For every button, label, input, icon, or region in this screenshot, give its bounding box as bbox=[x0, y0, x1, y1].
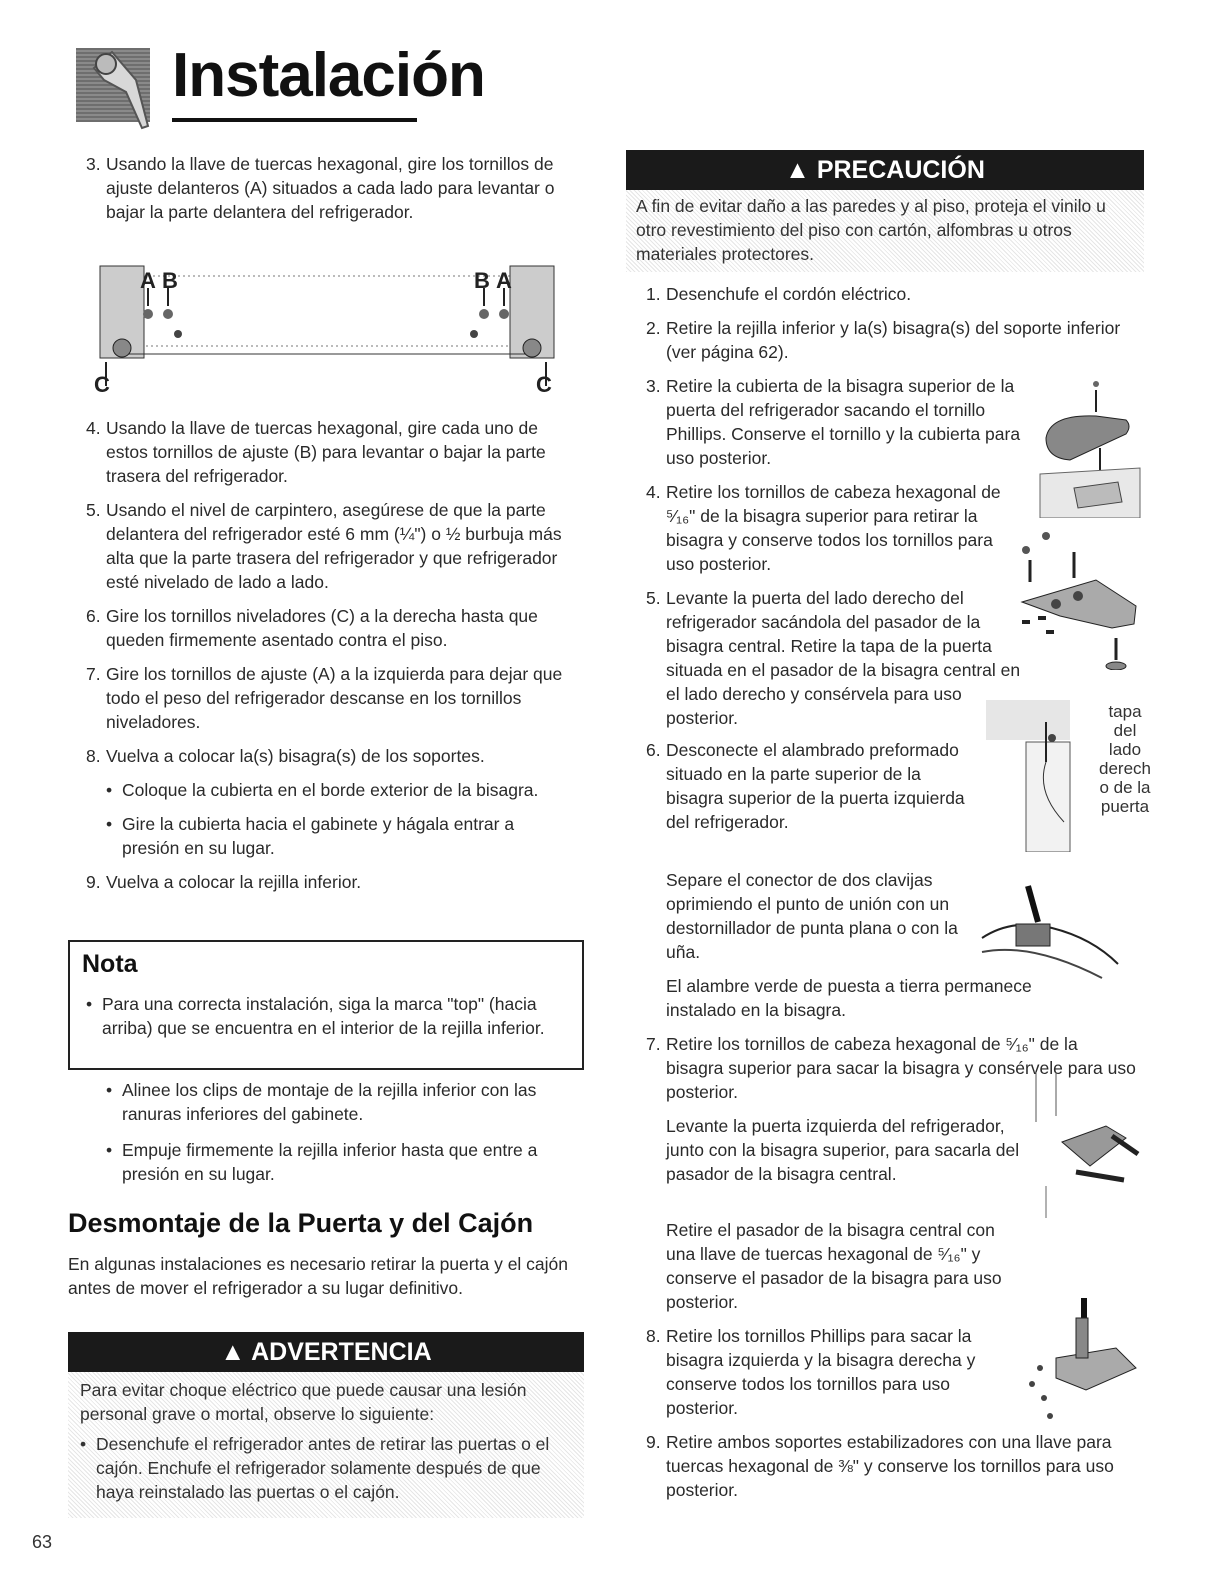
page-title: Instalación bbox=[172, 41, 485, 110]
step-item: 2. Retire la rejilla inferior y la(s) bisagra(s) del soporte inferior (ver página 62). bbox=[646, 318, 1121, 362]
step-item: 9. Retire ambos soportes estabilizadores con una llave para tuercas hexagonal de ⅜" y conserve los tornillos para uso posterior. bbox=[646, 1432, 1114, 1500]
step-item: 8. Retire los tornillos Phillips para sacar la bisagra izquierda y la bisagra derecha y conserve todos los tornillos para uso posterior. bbox=[646, 1326, 976, 1418]
center-hinge-pin-figure bbox=[1026, 1258, 1156, 1428]
step-item: 6. Gire los tornillos niveladores (C) a la derecha hasta que queden firmemente asentado contra el piso. bbox=[86, 606, 538, 650]
steps-list bbox=[86, 416, 570, 894]
step-item: 7. Retire los tornillos de cabeza hexagonal de ⁵⁄₁₆" de la bisagra superior para sacar la bisagra y consérvele para uso posterior. bbox=[646, 1034, 1136, 1102]
page-number: 63 bbox=[32, 1532, 53, 1552]
label-a: A bbox=[140, 268, 156, 293]
step-item: 7. Gire los tornillos de ajuste (A) a la izquierda para dejar que todo el peso del refrigerador descanse en los tornillos niveladores. bbox=[86, 664, 563, 732]
step-note: El alambre verde de puesta a tierra permanece instalado en la bisagra. bbox=[666, 976, 1032, 1020]
warning-triangle-icon: ▲ bbox=[220, 1338, 246, 1366]
bullet-item: • Gire la cubierta hacia el gabinete y hágala entrar a presión en su lugar. bbox=[106, 814, 515, 858]
step-item: 5. Levante la puerta del lado derecho del refrigerador sacándola del pasador de la bisagra central. Retire la tapa de la puerta situada en el pasador de la bisagra central en el lado derecho y consérvela para uso posterior. bbox=[646, 588, 1021, 728]
label-a: A bbox=[496, 268, 512, 293]
label-b: B bbox=[162, 268, 178, 293]
step-item: 8. Vuelva a colocar la(s) bisagra(s) de los soportes. bbox=[86, 746, 485, 766]
warning-triangle-icon: ▲ bbox=[785, 156, 810, 184]
note-bullet: • Para una correcta instalación, siga la marca "top" (hacia arriba) que se encuentra en el interior de la rejilla inferior. bbox=[86, 994, 545, 1038]
step-note: Separe el conector de dos clavijas oprimiendo el punto de unión con un destornillador de punta plana o con la uña. bbox=[666, 870, 958, 962]
step-item: 3. Retire la cubierta de la bisagra superior de la puerta del refrigerador sacando el tornillo Phillips. Conserve el tornillo y la cubierta para uso posterior. bbox=[646, 376, 1021, 468]
step-item: 4. Retire los tornillos de cabeza hexagonal de ⁵⁄₁₆" de la bisagra superior para retirar la bisagra y conserve todos los tornillos para uso posterior. bbox=[646, 482, 1001, 574]
bullet-item: • Coloque la cubierta en el borde exterior de la bisagra. bbox=[106, 780, 539, 800]
step-item: 1. Desenchufe el cordón eléctrico. bbox=[646, 284, 912, 304]
door-cap-caption: tapa del lado derech o de la puerta bbox=[1099, 702, 1151, 816]
connector-figure bbox=[972, 878, 1120, 988]
bullet-item: • Empuje firmemente la rejilla inferior hasta que entre a presión en su lugar. bbox=[106, 1140, 538, 1184]
note-box bbox=[68, 940, 584, 1070]
left-hinge-figure bbox=[1026, 1062, 1150, 1222]
step-item: 3. Usando la llave de tuercas hexagonal, gire los tornillos de ajuste delanteros (A) situados a cada lado para levantar o bajar la parte delantera del refrigerador. bbox=[86, 154, 555, 222]
hinge-cover-figure bbox=[1030, 378, 1150, 518]
section-intro: En algunas instalaciones es necesario retirar la puerta y el cajón antes de mover el refrigerador a su lugar definitivo. bbox=[68, 1254, 569, 1298]
section-heading: Desmontaje de la Puerta y del Cajón bbox=[68, 1208, 534, 1238]
caution-body: A fin de evitar daño a las paredes y al piso, proteja el vinilo u otro revestimiento del piso con cartón, alfombras u otros materiales protectores. bbox=[626, 190, 1144, 272]
bullet-item: • Alinee los clips de montaje de la rejilla inferior con las ranuras inferiores del gabinete. bbox=[106, 1080, 537, 1124]
label-c: C bbox=[536, 372, 552, 397]
step-item: 5. Usando el nivel de carpintero, asegúrese de que la parte delantera del refrigerador esté 6 mm (¼") o ½ burbuja más alta que la parte trasera del refrigerador y que refrigerador esté nivelado de lado a lado. bbox=[86, 500, 562, 592]
warning-body: Para evitar choque eléctrico que puede causar una lesión personal grave o mortal, observe lo siguiente: • Desenchufe el refrigerador antes de retirar las puertas o el cajón. Enchufe el refrigerador solamente después de que haya reinstalado las puertas o el cajón. bbox=[68, 1372, 584, 1518]
step-note: Levante la puerta izquierda del refrigerador, junto con la bisagra superior, para sacarla del pasador de la bisagra central. bbox=[666, 1116, 1020, 1184]
door-wiring-figure bbox=[986, 682, 1086, 852]
warning-banner: ▲ ADVERTENCIA bbox=[68, 1332, 584, 1372]
step-item: 6. Desconecte el alambrado preformado situado en la parte superior de la bisagra superior de la puerta izquierda del refrigerador. bbox=[646, 740, 965, 832]
caution-banner: ▲ PRECAUCIÓN bbox=[626, 150, 1144, 190]
warning-bullet: • Desenchufe el refrigerador antes de retirar las puertas o el cajón. Enchufe el refrigerador solamente después de que haya reinstalado las puertas o el cajón. bbox=[80, 1434, 550, 1502]
title-underline bbox=[172, 118, 417, 122]
hinge-screws-figure bbox=[1016, 520, 1146, 670]
bullets-after bbox=[106, 1078, 586, 1186]
note-title: Nota bbox=[82, 950, 138, 978]
wrench-icon bbox=[76, 40, 156, 128]
label-c: C bbox=[94, 372, 110, 397]
step-item: 4. Usando la llave de tuercas hexagonal, gire cada uno de estos tornillos de ajuste (B) para levantar o bajar la parte trasera del refrigerador. bbox=[86, 418, 546, 486]
label-b: B bbox=[474, 268, 490, 293]
step-item: 9. Vuelva a colocar la rejilla inferior. bbox=[86, 872, 362, 892]
step-note: Retire el pasador de la bisagra central con una llave de tuercas hexagonal de ⁵⁄₁₆" y conserve el pasador de la bisagra para uso posterior. bbox=[666, 1220, 1002, 1312]
